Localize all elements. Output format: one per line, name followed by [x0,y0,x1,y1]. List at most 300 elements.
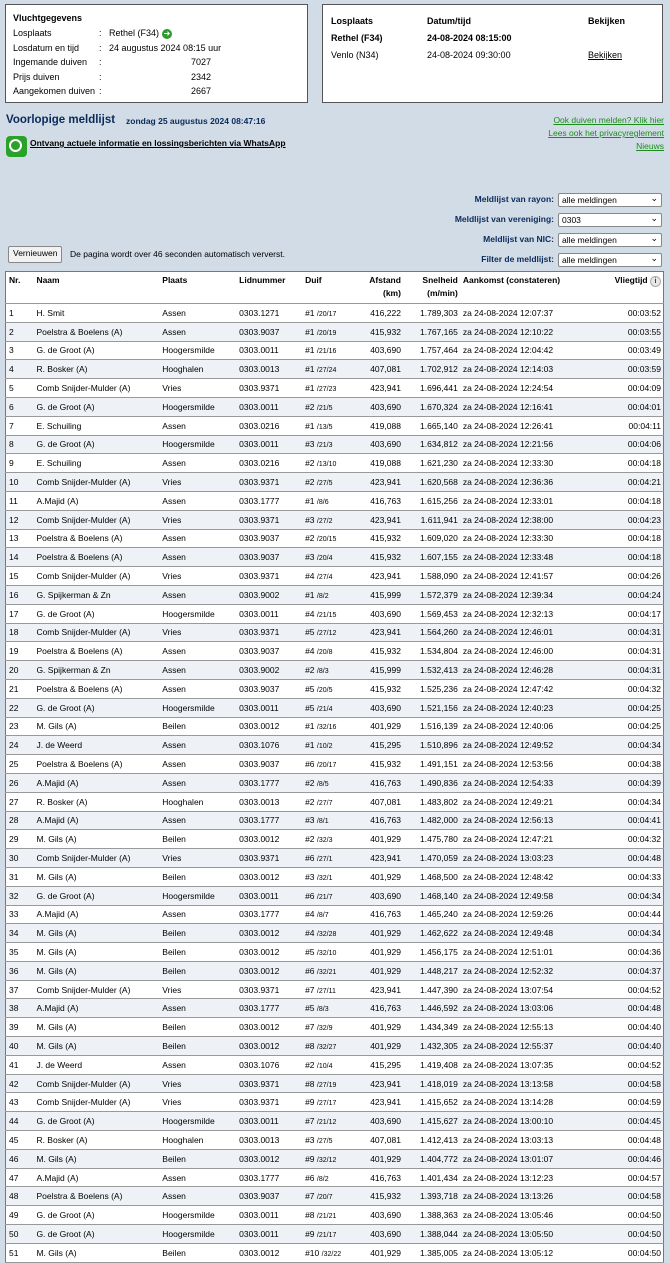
cell-nr: 44 [6,1112,34,1131]
cell-afstand: 415,295 [358,736,403,755]
cell-duif [302,341,358,360]
cell-snelheid: 1.696,441 [403,379,460,398]
pigeon-ratio: /20/19 [316,329,337,337]
release-row: Rethel (F34) 24-08-2024 08:15:00 [331,33,512,43]
cell-nr: 13 [6,529,34,548]
cell-nr: 5 [6,379,34,398]
club-select[interactable]: 0303 ⌄ [558,213,662,227]
news-link[interactable]: Nieuws [636,141,664,151]
pigeon-rank: #9 [305,1153,315,1164]
cell-naam: M. Gils (A) [33,961,159,980]
cell-aankomst: za 24-08-2024 12:40:06 [460,717,590,736]
cell-plaats: Hoogersmilde [159,886,236,905]
cell-afstand: 423,941 [358,1074,403,1093]
cell-nr: 3 [6,341,34,360]
cell-plaats: Hoogersmilde [159,1206,236,1225]
cell-plaats: Vries [159,379,236,398]
pigeon-ratio: /8/7 [316,912,329,920]
cell-nr: 28 [6,811,34,830]
cell-duif [302,698,358,717]
cell-duif [302,604,358,623]
cell-nr: 20 [6,661,34,680]
table-header-row [6,272,664,304]
cell-vliegtijd: 00:03:55 [590,322,664,341]
pigeon-rank: #1 [305,383,315,394]
pigeon-ratio: /32/28 [316,931,337,939]
cell-lidnummer: 0303.1777 [236,999,302,1018]
cell-vliegtijd: 00:04:34 [590,736,664,755]
cell-nr: 49 [6,1206,34,1225]
pigeon-ratio: /20/17 [316,310,337,318]
cell-snelheid: 1.521,156 [403,698,460,717]
cell-aankomst: za 24-08-2024 12:16:41 [460,397,590,416]
cell-vliegtijd: 00:04:45 [590,1112,664,1131]
cell-nr: 21 [6,679,34,698]
cell-nr: 34 [6,924,34,943]
cell-snelheid: 1.564,260 [403,623,460,642]
pigeon-ratio: /8/1 [316,818,329,826]
cell-lidnummer: 0303.9371 [236,473,302,492]
cell-naam: G. de Groot (A) [33,604,159,623]
cell-snelheid: 1.757,464 [403,341,460,360]
cell-plaats: Beilen [159,1037,236,1056]
cell-duif [302,322,358,341]
cell-plaats: Hoogersmilde [159,1225,236,1244]
cell-lidnummer: 0303.9371 [236,849,302,868]
cell-nr: 16 [6,585,34,604]
pigeon-rank: #4 [305,909,315,920]
cell-plaats: Assen [159,585,236,604]
cell-nr: 36 [6,961,34,980]
cell-afstand: 416,763 [358,905,403,924]
cell-lidnummer: 0303.9037 [236,322,302,341]
cell-aankomst: za 24-08-2024 12:53:56 [460,755,590,774]
cell-afstand: 423,941 [358,473,403,492]
arrow-right-icon[interactable]: ➜ [163,28,171,38]
cell-aankomst: za 24-08-2024 12:55:13 [460,1018,590,1037]
cell-plaats: Hooghalen [159,360,236,379]
col-vliegtijd[interactable]: Vliegtijd i [590,272,664,304]
cell-vliegtijd: 00:04:26 [590,567,664,586]
cell-vliegtijd: 00:04:09 [590,379,664,398]
cell-nr: 30 [6,849,34,868]
table-row [6,1037,664,1056]
cell-plaats: Beilen [159,961,236,980]
table-row [6,1074,664,1093]
cell-nr: 11 [6,491,34,510]
cell-aankomst: za 24-08-2024 13:14:28 [460,1093,590,1112]
cell-aankomst: za 24-08-2024 13:05:46 [460,1206,590,1225]
cell-nr: 12 [6,510,34,529]
cell-lidnummer: 0303.0011 [236,397,302,416]
pigeon-rank: #2 [305,1059,315,1070]
cell-plaats: Beilen [159,1018,236,1037]
cell-lidnummer: 0303.0012 [236,924,302,943]
pigeon-ratio: /21/5 [316,404,333,412]
cell-vliegtijd: 00:04:39 [590,773,664,792]
cell-snelheid: 1.569,453 [403,604,460,623]
cell-plaats: Beilen [159,830,236,849]
table-row [6,1055,664,1074]
table-row [6,642,664,661]
cell-duif [302,867,358,886]
cell-lidnummer: 0303.0012 [236,717,302,736]
cell-duif [302,830,358,849]
cell-afstand: 423,941 [358,849,403,868]
col-plaats[interactable]: Plaats [159,272,236,304]
table-row [6,1168,664,1187]
cell-duif [302,773,358,792]
cell-lidnummer: 0303.0012 [236,961,302,980]
cell-afstand: 407,081 [358,792,403,811]
cell-aankomst: za 24-08-2024 12:33:01 [460,491,590,510]
pigeon-rank: #3 [305,815,315,826]
cell-afstand: 415,932 [358,1187,403,1206]
cell-afstand: 423,941 [358,980,403,999]
cell-duif [302,1112,358,1131]
table-row [6,755,664,774]
cell-naam: G. de Groot (A) [33,698,159,717]
cell-lidnummer: 0303.1777 [236,905,302,924]
pigeon-rank: #7 [305,1191,315,1202]
cell-plaats: Assen [159,1055,236,1074]
cell-snelheid: 1.462,622 [403,924,460,943]
cell-lidnummer: 0303.0011 [236,1112,302,1131]
cell-duif [302,961,358,980]
cell-duif [302,679,358,698]
cell-snelheid: 1.456,175 [403,943,460,962]
page-title: Voorlopige meldlijst [6,114,116,126]
cell-vliegtijd: 00:04:48 [590,849,664,868]
cell-snelheid: 1.491,151 [403,755,460,774]
cell-nr: 48 [6,1187,34,1206]
cell-plaats: Hoogersmilde [159,397,236,416]
cell-vliegtijd: 00:04:18 [590,454,664,473]
cell-duif [302,529,358,548]
pigeon-ratio: /27/4 [316,574,333,582]
cell-nr: 32 [6,886,34,905]
table-row [6,454,664,473]
table-row [6,510,664,529]
cell-lidnummer: 0303.9037 [236,529,302,548]
cell-afstand: 403,690 [358,604,403,623]
cell-naam: G. Spijkerman & Zn [33,661,159,680]
cell-lidnummer: 0303.9037 [236,679,302,698]
page-date: zondag 25 augustus 2024 08:47:16 [126,116,266,126]
cell-naam: E. Schuiling [33,454,159,473]
privacy-link[interactable]: Lees ook het privacyreglement [548,128,664,138]
cell-vliegtijd: 00:04:31 [590,642,664,661]
cell-duif [302,397,358,416]
cell-plaats: Hoogersmilde [159,1112,236,1131]
pigeon-rank: #2 [305,777,315,788]
cell-plaats: Beilen [159,943,236,962]
cell-duif [302,1074,358,1093]
cell-vliegtijd: 00:04:48 [590,1131,664,1150]
pigeon-ratio: /10/2 [316,743,333,751]
cell-afstand: 401,929 [358,1018,403,1037]
cell-nr: 19 [6,642,34,661]
cell-vliegtijd: 00:04:18 [590,548,664,567]
whatsapp-link[interactable]: Ontvang actuele informatie en lossingsberichten via WhatsApp [30,138,286,148]
cell-vliegtijd: 00:04:40 [590,1037,664,1056]
cell-plaats: Assen [159,416,236,435]
table-row [6,360,664,379]
cell-duif [302,1168,358,1187]
cell-snelheid: 1.415,627 [403,1112,460,1131]
cell-plaats: Assen [159,1168,236,1187]
cell-plaats: Assen [159,491,236,510]
cell-afstand: 403,690 [358,1112,403,1131]
cell-snelheid: 1.482,000 [403,811,460,830]
cell-plaats: Hooghalen [159,792,236,811]
pigeon-ratio: /21/17 [316,1231,337,1239]
table-row [6,1206,664,1225]
cell-vliegtijd: 00:04:32 [590,830,664,849]
cell-afstand: 416,763 [358,773,403,792]
pigeon-ratio: /32/1 [316,874,333,882]
cell-plaats: Assen [159,811,236,830]
cell-duif [302,1225,358,1244]
cell-vliegtijd: 00:04:57 [590,1168,664,1187]
cell-afstand: 419,088 [358,454,403,473]
cell-vliegtijd: 00:04:25 [590,717,664,736]
table-row [6,773,664,792]
cell-plaats: Beilen [159,1243,236,1262]
cell-snelheid: 1.516,139 [403,717,460,736]
cell-afstand: 401,929 [358,1037,403,1056]
pigeon-rank: #2 [305,796,315,807]
pigeon-rank: #3 [305,514,315,525]
pigeon-ratio: /20/17 [316,762,337,770]
cell-aankomst: za 24-08-2024 13:12:23 [460,1168,590,1187]
cell-vliegtijd: 00:04:50 [590,1243,664,1262]
col-naam[interactable]: Naam [33,272,159,304]
cell-aankomst: za 24-08-2024 12:38:00 [460,510,590,529]
cell-duif [302,792,358,811]
cell-afstand: 415,932 [358,679,403,698]
release-row: Venlo (N34) 24-08-2024 09:30:00 Bekijken [331,47,662,64]
pigeon-rank: #6 [305,1172,315,1183]
cell-duif [302,1055,358,1074]
report-pigeons-link[interactable]: Ook duiven melden? Klik hier [553,115,664,125]
table-row [6,416,664,435]
pigeon-rank: #1 [305,307,315,318]
pigeon-ratio: /20/5 [316,686,333,694]
pigeon-rank: #9 [305,1097,315,1108]
cell-nr: 24 [6,736,34,755]
cell-vliegtijd: 00:04:52 [590,1055,664,1074]
table-row [6,792,664,811]
cell-nr: 9 [6,454,34,473]
release-place-value: Rethel (F34) [109,28,160,38]
pigeon-ratio: /13/10 [316,461,337,469]
cell-plaats: Beilen [159,924,236,943]
pigeon-rank: #1 [305,345,315,356]
cell-duif [302,661,358,680]
cell-duif [302,360,358,379]
cell-afstand: 401,929 [358,943,403,962]
col-nr[interactable]: Nr. [6,272,34,304]
cell-lidnummer: 0303.9037 [236,755,302,774]
cell-lidnummer: 0303.0011 [236,604,302,623]
cell-naam: G. Spijkerman & Zn [33,585,159,604]
cell-plaats: Hoogersmilde [159,604,236,623]
cell-afstand: 403,690 [358,886,403,905]
pigeon-ratio: /32/21 [316,968,337,976]
view-release-link[interactable]: Bekijken [588,50,623,60]
cell-afstand: 415,932 [358,529,403,548]
cell-naam: G. de Groot (A) [33,1225,159,1244]
pigeon-rank: #7 [305,984,315,995]
pigeon-ratio: /27/1 [316,856,333,863]
cell-duif [302,980,358,999]
cell-vliegtijd: 00:04:40 [590,1018,664,1037]
info-icon[interactable]: i [650,276,661,287]
col-snelheid[interactable]: Snelheid (m/min) [403,272,460,304]
pigeon-rank: #8 [305,1210,315,1221]
cell-naam: Poelstra & Boelens (A) [33,755,159,774]
pigeon-rank: #6 [305,853,315,863]
flight-info-heading: Vluchtgegevens [13,13,83,23]
pigeon-ratio: /32/10 [316,949,337,957]
cell-nr: 4 [6,360,34,379]
pigeon-ratio: /32/27 [316,1043,337,1051]
cell-duif [302,1037,358,1056]
table-row [6,736,664,755]
list-filter-select[interactable]: alle meldingen ⌄ [558,253,662,267]
cell-lidnummer: 0303.9037 [236,642,302,661]
cell-lidnummer: 0303.9371 [236,1093,302,1112]
cell-afstand: 423,941 [358,1093,403,1112]
cell-aankomst: za 24-08-2024 13:05:50 [460,1225,590,1244]
cell-naam: A.Majid (A) [33,905,159,924]
cell-snelheid: 1.465,240 [403,905,460,924]
cell-plaats: Vries [159,510,236,529]
cell-vliegtijd: 00:04:44 [590,905,664,924]
cell-snelheid: 1.475,780 [403,830,460,849]
pigeon-rank: #2 [305,401,315,412]
cell-plaats: Hoogersmilde [159,435,236,454]
cell-duif [302,548,358,567]
pigeon-rank: #1 [305,721,315,732]
cell-nr: 51 [6,1243,34,1262]
cell-naam: Poelstra & Boelens (A) [33,548,159,567]
table-row [6,867,664,886]
cell-aankomst: za 24-08-2024 12:55:37 [460,1037,590,1056]
pigeon-ratio: /20/8 [316,649,333,657]
cell-afstand: 423,941 [358,379,403,398]
cell-naam: G. de Groot (A) [33,341,159,360]
cell-duif [302,567,358,586]
cell-vliegtijd: 00:04:17 [590,604,664,623]
cell-nr: 33 [6,905,34,924]
cell-snelheid: 1.432,305 [403,1037,460,1056]
cell-snelheid: 1.385,005 [403,1243,460,1262]
cell-snelheid: 1.418,019 [403,1074,460,1093]
cell-lidnummer: 0303.0013 [236,792,302,811]
cell-lidnummer: 0303.0011 [236,698,302,717]
cell-snelheid: 1.401,434 [403,1168,460,1187]
cell-aankomst: za 24-08-2024 12:32:13 [460,604,590,623]
cell-plaats: Vries [159,1074,236,1093]
cell-afstand: 416,222 [358,304,403,323]
cell-duif [302,1187,358,1206]
cell-plaats: Assen [159,755,236,774]
table-row [6,830,664,849]
table-row [6,604,664,623]
cell-aankomst: za 24-08-2024 12:24:54 [460,379,590,398]
pigeon-ratio: /21/3 [316,442,333,450]
table-row [6,1131,664,1150]
col-aankomst[interactable]: Aankomst (constateren) [460,272,590,304]
cell-nr: 31 [6,867,34,886]
refresh-countdown: De pagina wordt over 46 seconden automatisch ververst. [70,249,285,259]
whatsapp-icon[interactable] [6,136,27,157]
table-row [6,849,664,868]
pigeon-rank: #4 [305,608,315,619]
cell-vliegtijd: 00:04:25 [590,698,664,717]
cell-nr: 27 [6,792,34,811]
nic-select[interactable]: alle meldingen ⌄ [558,233,662,247]
cell-nr: 23 [6,717,34,736]
cell-vliegtijd: 00:03:52 [590,304,664,323]
cell-naam: Comb Snijder-Mulder (A) [33,567,159,586]
cell-naam: Comb Snijder-Mulder (A) [33,980,159,999]
cell-snelheid: 1.419,408 [403,1055,460,1074]
cell-nr: 15 [6,567,34,586]
table-row [6,811,664,830]
cell-lidnummer: 0303.0012 [236,943,302,962]
cell-snelheid: 1.789,303 [403,304,460,323]
col-afstand[interactable]: Afstand (km) [358,272,403,304]
cell-naam: Comb Snijder-Mulder (A) [33,849,159,868]
cell-plaats: Assen [159,736,236,755]
cell-naam: Comb Snijder-Mulder (A) [33,623,159,642]
cell-afstand: 407,081 [358,360,403,379]
table-row [6,623,664,642]
cell-afstand: 415,932 [358,548,403,567]
cell-lidnummer: 0303.9002 [236,661,302,680]
cell-nr: 39 [6,1018,34,1037]
table-row [6,661,664,680]
cell-naam: M. Gils (A) [33,943,159,962]
cell-afstand: 401,929 [358,1243,403,1262]
table-row [6,341,664,360]
cell-vliegtijd: 00:03:49 [590,341,664,360]
cell-lidnummer: 0303.1777 [236,811,302,830]
cell-naam: Comb Snijder-Mulder (A) [33,473,159,492]
pigeon-ratio: /21/12 [316,1119,337,1127]
col-lidnummer[interactable]: Lidnummer [236,272,302,304]
cell-aankomst: za 24-08-2024 12:51:01 [460,943,590,962]
cell-aankomst: za 24-08-2024 12:14:03 [460,360,590,379]
cell-afstand: 416,763 [358,491,403,510]
cell-snelheid: 1.611,941 [403,510,460,529]
table-row [6,435,664,454]
rayon-select[interactable]: alle meldingen ⌄ [558,193,662,207]
cell-vliegtijd: 00:04:58 [590,1074,664,1093]
cell-nr: 7 [6,416,34,435]
pigeon-ratio: /32/12 [316,1156,337,1164]
cell-duif [302,435,358,454]
table-row [6,304,664,323]
cell-aankomst: za 24-08-2024 12:33:30 [460,454,590,473]
col-duif[interactable]: Duif [302,272,358,304]
refresh-button[interactable]: Vernieuwen [8,246,62,263]
cell-duif [302,849,358,868]
cell-snelheid: 1.525,236 [403,679,460,698]
